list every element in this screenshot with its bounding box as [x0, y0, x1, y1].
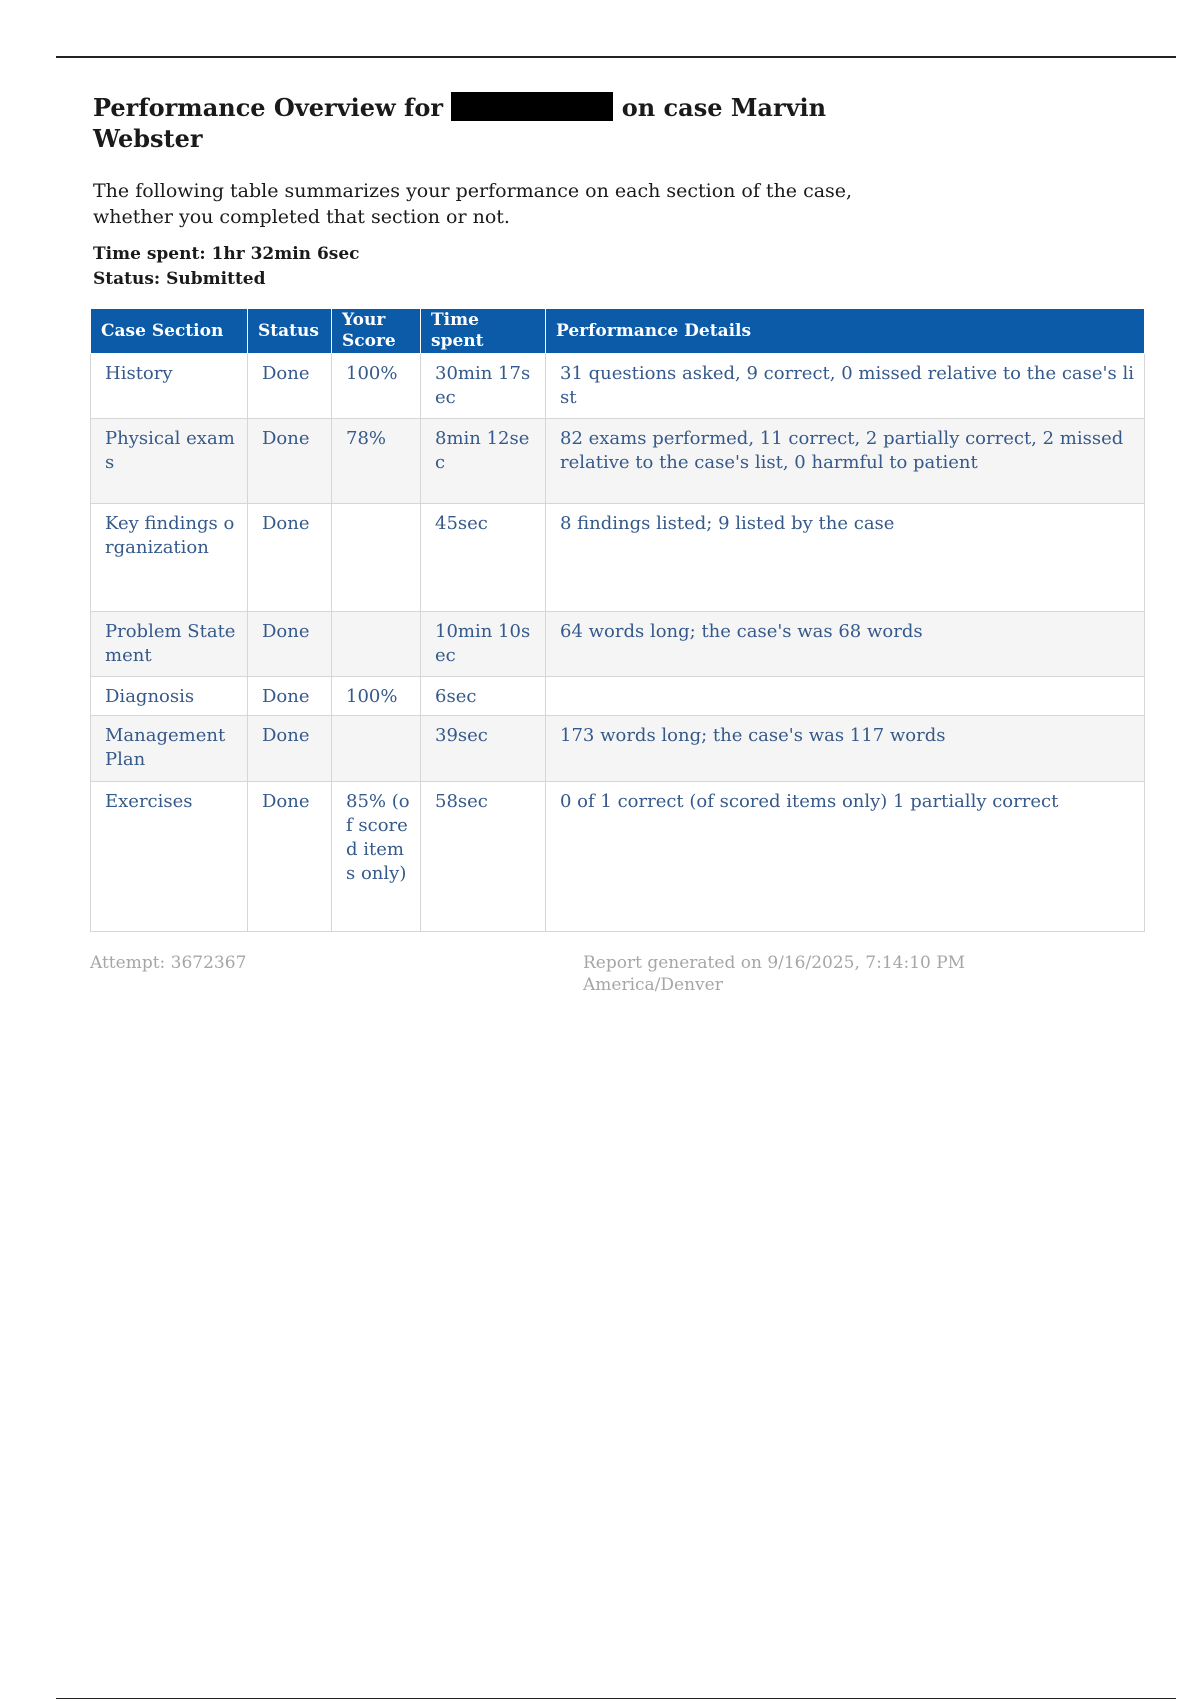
- bottom-rule: [56, 1698, 1176, 1699]
- attempt-id: Attempt: 3672367: [90, 953, 247, 973]
- cell-details: [546, 677, 1145, 716]
- cell-section: Management Plan: [91, 716, 248, 782]
- cell-score: 100%: [332, 354, 421, 419]
- table-row: [91, 677, 1145, 716]
- cell-status: Done: [248, 612, 332, 677]
- header-status: Status: [248, 309, 332, 354]
- cell-status: Done: [248, 354, 332, 419]
- cell-time: 39sec: [421, 716, 546, 782]
- cell-section: Exercises: [91, 782, 248, 932]
- cell-section: Key findings organization: [91, 504, 248, 612]
- cell-details: 173 words long; the case's was 117 words: [546, 716, 1145, 782]
- header-performance-details: Performance Details: [546, 309, 1145, 354]
- cell-details: 0 of 1 correct (of scored items only) 1 partially correct: [546, 782, 1145, 932]
- cell-score: [332, 612, 421, 677]
- cell-score: [332, 716, 421, 782]
- table-row: [91, 504, 1145, 612]
- summary-meta: [93, 242, 1143, 292]
- table-row: [91, 354, 1145, 419]
- cell-time: 6sec: [421, 677, 546, 716]
- cell-time: 45sec: [421, 504, 546, 612]
- cell-time: 58sec: [421, 782, 546, 932]
- table-header-row: [91, 309, 1145, 354]
- page-title: [93, 92, 853, 154]
- report-generated: Report generated on 9/16/2025, 7:14:10 PM America/Denver: [583, 953, 966, 995]
- cell-time: 10min 10sec: [421, 612, 546, 677]
- top-rule: [56, 56, 1176, 58]
- time-spent: Time spent: 1hr 32min 6sec: [93, 244, 360, 264]
- intro-text: The following table summarizes your performance on each section of the case, whether you completed that section or not.: [93, 180, 853, 228]
- cell-time: 30min 17sec: [421, 354, 546, 419]
- header-your-score: Your Score: [332, 309, 421, 354]
- cell-details: 8 findings listed; 9 listed by the case: [546, 504, 1145, 612]
- cell-time: 8min 12sec: [421, 419, 546, 504]
- cell-score: [332, 504, 421, 612]
- cell-score: 78%: [332, 419, 421, 504]
- cell-section: Problem Statement: [91, 612, 248, 677]
- title-prefix: Performance Overview for: [93, 93, 444, 122]
- cell-details: 31 questions asked, 9 correct, 0 missed relative to the case's list: [546, 354, 1145, 419]
- cell-section: History: [91, 354, 248, 419]
- header-time-spent: Time spent: [421, 309, 546, 354]
- header-case-section: Case Section: [91, 309, 248, 354]
- table-row: [91, 419, 1145, 504]
- cell-status: Done: [248, 677, 332, 716]
- cell-section: Diagnosis: [91, 677, 248, 716]
- cell-score: 100%: [332, 677, 421, 716]
- report-header: [93, 92, 1143, 292]
- cell-status: Done: [248, 782, 332, 932]
- title-suffix: on case Marvin Webster: [93, 93, 827, 153]
- table-row: [91, 612, 1145, 677]
- redacted-name: [451, 92, 613, 121]
- table-row: [91, 782, 1145, 932]
- table-row: [91, 716, 1145, 782]
- cell-status: Done: [248, 504, 332, 612]
- submission-status: Status: Submitted: [93, 269, 266, 289]
- cell-details: 82 exams performed, 11 correct, 2 partially correct, 2 missed relative to the case's list, 0 harmful to patient: [546, 419, 1145, 504]
- cell-status: Done: [248, 419, 332, 504]
- cell-score: 85% (of scored items only): [332, 782, 421, 932]
- cell-section: Physical exams: [91, 419, 248, 504]
- cell-details: 64 words long; the case's was 68 words: [546, 612, 1145, 677]
- performance-table: [90, 308, 1145, 932]
- cell-status: Done: [248, 716, 332, 782]
